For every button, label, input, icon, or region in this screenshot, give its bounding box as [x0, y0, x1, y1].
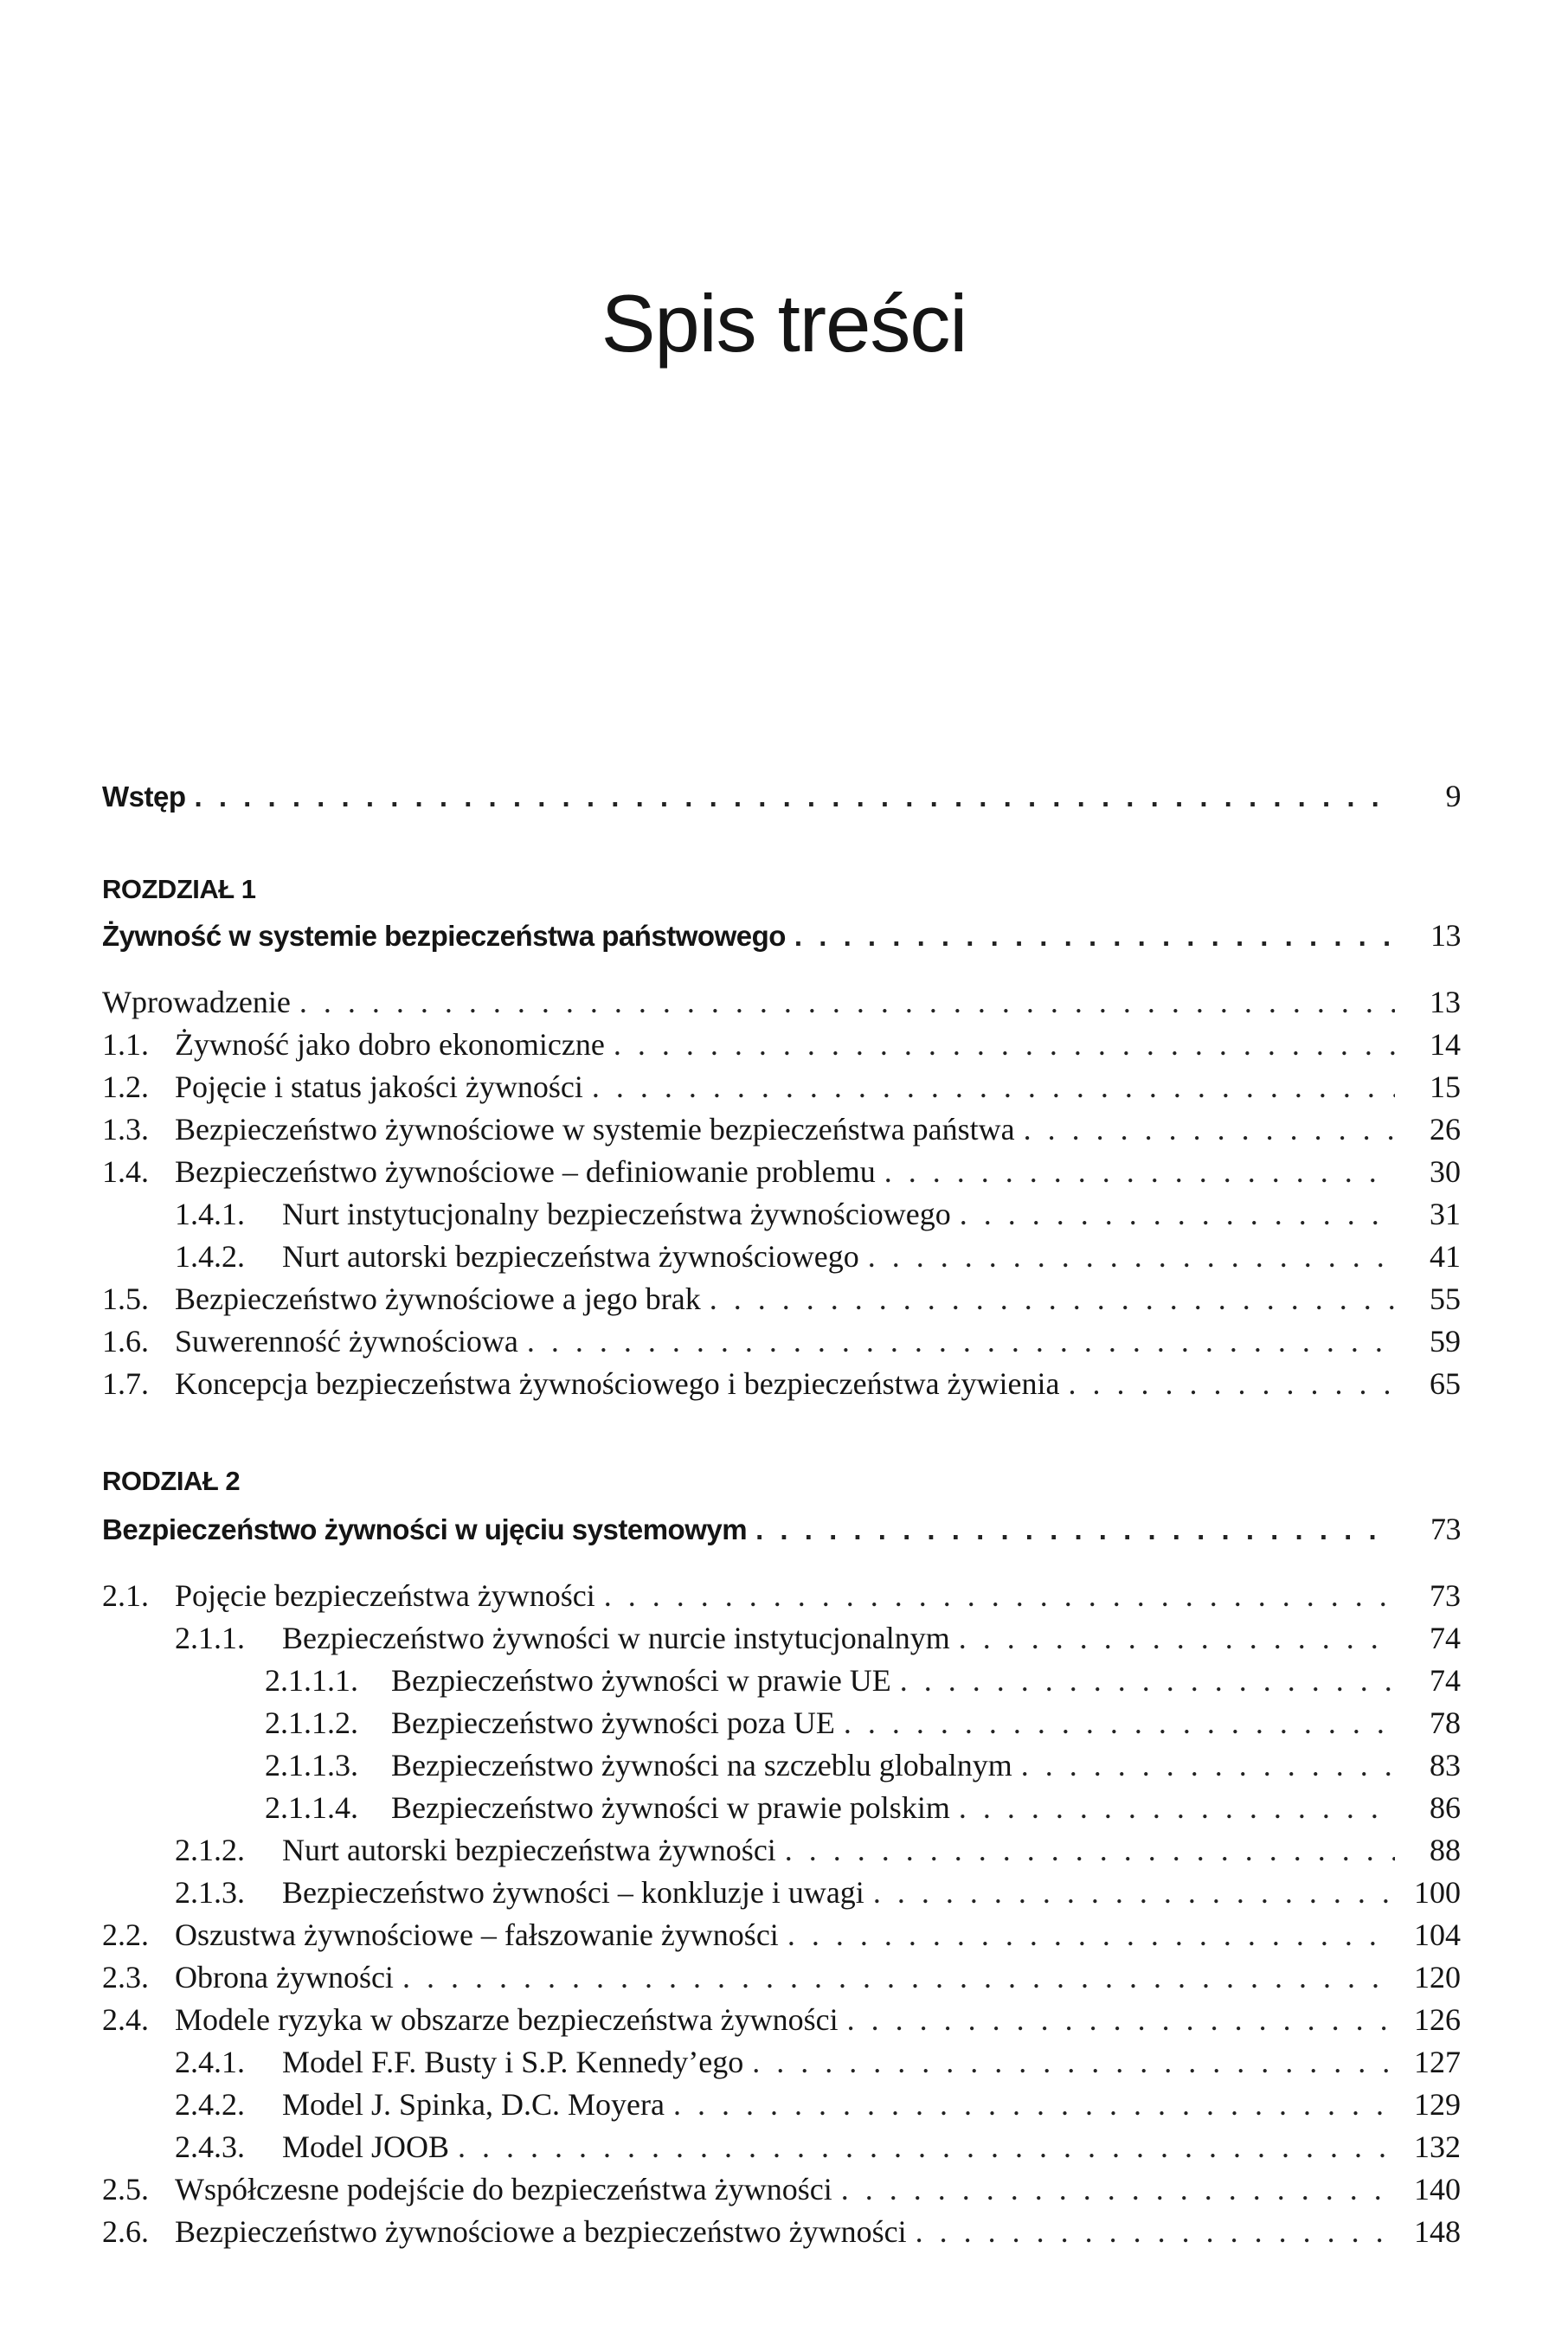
toc-entry-number: 2.3. [102, 1960, 149, 1994]
toc-entry-number: 2.5. [102, 2172, 149, 2206]
toc-entry-page: 26 [1430, 1112, 1461, 1147]
toc-entry-number: 2.4.1. [175, 2045, 245, 2079]
toc-entry-number: 2.4. [102, 2002, 149, 2037]
dot-leader [1021, 1744, 1395, 1786]
dot-leader [884, 1151, 1395, 1192]
toc-entry-page: 120 [1414, 1960, 1461, 1994]
toc-entry-title: Bezpieczeństwo żywności w nurcie instytucjonalnym [282, 1621, 950, 1655]
toc-entry-page: 14 [1430, 1027, 1461, 1062]
dot-leader [527, 1320, 1395, 1362]
dot-leader [959, 1787, 1395, 1828]
toc-entry-number: 1.4. [102, 1154, 149, 1189]
toc-entry[interactable] [102, 1236, 1461, 1277]
toc-entry[interactable] [102, 2168, 1461, 2210]
toc-entry-title: Bezpieczeństwo żywności – konkluzje i uwagi [282, 1875, 864, 1910]
toc-entry[interactable] [102, 1829, 1461, 1871]
dot-leader [614, 1024, 1395, 1065]
dot-leader [916, 2211, 1395, 2252]
toc-entry-number: 2.6. [102, 2214, 149, 2249]
toc-entry-title: Nurt autorski bezpieczeństwa żywnościowego [282, 1239, 859, 1274]
toc-entry-title: Pojęcie i status jakości żywności [175, 1070, 583, 1104]
toc-entry-title: Współczesne podejście do bezpieczeństwa żywności [175, 2172, 832, 2206]
dot-leader [604, 1575, 1395, 1616]
chapter-1-label: ROZDZIAŁ 1 [102, 874, 256, 904]
dot-leader [960, 1193, 1395, 1235]
toc-entry-page: 126 [1414, 2002, 1461, 2037]
toc-entry[interactable] [102, 1066, 1461, 1108]
dot-leader [1024, 1108, 1395, 1150]
toc-entry-title: Bezpieczeństwo żywnościowe a bezpieczeństwo żywności [175, 2214, 907, 2249]
toc-entry-page: 100 [1414, 1875, 1461, 1910]
toc-entry-title: Modele ryzyka w obszarze bezpieczeństwa żywności [175, 2002, 839, 2037]
toc-entry[interactable] [102, 1914, 1461, 1956]
toc-entry-number: 2.1. [102, 1578, 149, 1613]
toc-entry-number: 2.1.3. [175, 1875, 245, 1910]
toc-entry-title: Żywność jako dobro ekonomiczne [175, 1027, 605, 1062]
toc-entry-title: Bezpieczeństwo żywności w prawie UE [391, 1663, 891, 1698]
toc-entry-page: 74 [1430, 1663, 1461, 1698]
toc-entry-page: 83 [1430, 1748, 1461, 1783]
toc-entry[interactable] [102, 1193, 1461, 1235]
toc-entry-number: 2.1.1.3. [265, 1748, 358, 1783]
chapter-2-label: RODZIAŁ 2 [102, 1466, 241, 1496]
toc-entry[interactable] [102, 2084, 1461, 2125]
toc-entry-page: 13 [1430, 985, 1461, 1019]
dot-leader [1069, 1363, 1395, 1404]
dot-leader [785, 1829, 1395, 1871]
toc-entry-number: 1.3. [102, 1112, 149, 1147]
toc-entry[interactable] [102, 1575, 1461, 1616]
dot-leader [458, 2126, 1395, 2168]
toc-entry-number: 2.1.1.2. [265, 1705, 358, 1740]
toc-entry[interactable] [102, 1363, 1461, 1404]
toc-entry-page: 127 [1414, 2045, 1461, 2079]
toc-entry-number: 2.4.3. [175, 2129, 245, 2164]
dot-leader [402, 1956, 1395, 1998]
dot-leader [592, 1066, 1395, 1108]
toc-entry-page: 132 [1414, 2129, 1461, 2164]
toc-entry-title: Oszustwa żywnościowe – fałszowanie żywności [175, 1917, 779, 1952]
dot-leader [752, 2041, 1395, 2083]
toc-entry-title: Nurt instytucjonalny bezpieczeństwa żywnościowego [282, 1197, 951, 1231]
toc-entry-page: 129 [1414, 2087, 1461, 2122]
toc-entry-number: 2.4.2. [175, 2087, 245, 2122]
toc-entry-title: Wstęp [102, 780, 186, 813]
dot-leader [755, 1509, 1395, 1551]
toc-entry[interactable] [102, 981, 1461, 1023]
toc-entry[interactable] [102, 1787, 1461, 1828]
toc-entry-page: 9 [1445, 779, 1461, 813]
toc-entry-page: 30 [1430, 1154, 1461, 1189]
toc-entry-title: Obrona żywności [175, 1960, 394, 1994]
toc-entry[interactable] [102, 1744, 1461, 1786]
toc-entry-title: Model JOOB [282, 2129, 450, 2164]
toc-entry-title: Bezpieczeństwo żywnościowe – definiowanie problemu [175, 1154, 876, 1189]
toc-entry-number: 1.1. [102, 1027, 149, 1062]
toc-entry-page: 73 [1430, 1578, 1461, 1613]
dot-leader [673, 2084, 1395, 2125]
toc-entry-page: 86 [1430, 1790, 1461, 1825]
dot-leader [787, 1914, 1395, 1956]
chapter-1-title: Żywność w systemie bezpieczeństwa państwowego [102, 920, 786, 952]
dot-leader [794, 915, 1395, 957]
toc-entry-number: 1.5. [102, 1281, 149, 1316]
toc-entry-title: Bezpieczeństwo żywności poza UE [391, 1705, 835, 1740]
dot-leader [847, 1999, 1395, 2040]
toc-entry-number: 2.1.1.1. [265, 1663, 358, 1698]
toc-entry-number: 1.7. [102, 1366, 149, 1401]
toc-entry-page: 78 [1430, 1705, 1461, 1740]
toc-entry-title: Nurt autorski bezpieczeństwa żywności [282, 1833, 776, 1867]
toc-entry-page: 74 [1430, 1621, 1461, 1655]
toc-entry-page: 88 [1430, 1833, 1461, 1867]
dot-leader [299, 981, 1395, 1023]
toc-entry-page: 65 [1430, 1366, 1461, 1401]
dot-leader [195, 776, 1396, 818]
toc-entry-title: Bezpieczeństwo żywnościowe a jego brak [175, 1281, 701, 1316]
toc-entry-number: 2.1.2. [175, 1833, 245, 1867]
toc-entry-page: 59 [1430, 1324, 1461, 1359]
chapter-1-page: 13 [1430, 918, 1461, 953]
toc-entry-page: 55 [1430, 1281, 1461, 1316]
dot-leader [959, 1617, 1395, 1659]
page-title: Spis treści [601, 278, 967, 369]
toc-entry[interactable] [102, 1660, 1461, 1701]
toc-entry-number: 2.2. [102, 1917, 149, 1952]
toc-entry-page: 31 [1430, 1197, 1461, 1231]
dot-leader [844, 1702, 1395, 1744]
toc-entry-title: Model F.F. Busty i S.P. Kennedy’ego [282, 2045, 744, 2079]
chapter-2-heading[interactable] [102, 1508, 1461, 1550]
toc-entry-page: 140 [1414, 2172, 1461, 2206]
toc-entry-number: 1.2. [102, 1070, 149, 1104]
toc-entry-number: 1.4.2. [175, 1239, 245, 1274]
toc-entry-page: 104 [1414, 1917, 1461, 1952]
toc-entry[interactable] [102, 1320, 1461, 1362]
dot-leader [868, 1236, 1395, 1277]
toc-entry-title: Bezpieczeństwo żywności na szczeblu globalnym [391, 1748, 1012, 1783]
toc-entry-page: 41 [1430, 1239, 1461, 1274]
toc-entry[interactable] [102, 1872, 1461, 1913]
toc-entry-number: 2.1.1.4. [265, 1790, 358, 1825]
toc-entry-title: Pojęcie bezpieczeństwa żywności [175, 1578, 595, 1613]
toc-entry-title: Wprowadzenie [102, 985, 291, 1019]
toc-entry[interactable] [102, 1999, 1461, 2040]
chapter-1-heading[interactable] [102, 915, 1461, 956]
toc-entry[interactable] [102, 2126, 1461, 2168]
chapter-2-page: 73 [1430, 1512, 1461, 1546]
toc-entry[interactable] [102, 1024, 1461, 1065]
toc-entry-title: Suwerenność żywnościowa [175, 1324, 518, 1359]
toc-entry-title: Model J. Spinka, D.C. Moyera [282, 2087, 665, 2122]
toc-entry[interactable] [102, 1617, 1461, 1659]
toc-entry-page: 148 [1414, 2214, 1461, 2249]
toc-entry-number: 1.4.1. [175, 1197, 245, 1231]
toc-entry-number: 2.1.1. [175, 1621, 245, 1655]
toc-entry-title: Koncepcja bezpieczeństwa żywnościowego i bezpieczeństwa żywienia [175, 1366, 1060, 1401]
toc-entry[interactable] [102, 1956, 1461, 1998]
toc-entry[interactable] [102, 1151, 1461, 1192]
toc-entry-page: 15 [1430, 1070, 1461, 1104]
dot-leader [873, 1872, 1395, 1913]
toc-entry-intro[interactable] [102, 775, 1461, 817]
dot-leader [841, 2168, 1395, 2210]
toc-entry[interactable] [102, 1702, 1461, 1744]
toc-entry-number: 1.6. [102, 1324, 149, 1359]
toc-entry[interactable] [102, 2211, 1461, 2252]
dot-leader [710, 1278, 1395, 1320]
toc-entry[interactable] [102, 2041, 1461, 2083]
toc-entry[interactable] [102, 1108, 1461, 1150]
toc-entry-title: Bezpieczeństwo żywnościowe w systemie bezpieczeństwa państwa [175, 1112, 1015, 1147]
toc-entry[interactable] [102, 1278, 1461, 1320]
dot-leader [900, 1660, 1395, 1701]
chapter-2-title: Bezpieczeństwo żywności w ujęciu systemowym [102, 1513, 748, 1545]
toc-entry-title: Bezpieczeństwo żywności w prawie polskim [391, 1790, 950, 1825]
